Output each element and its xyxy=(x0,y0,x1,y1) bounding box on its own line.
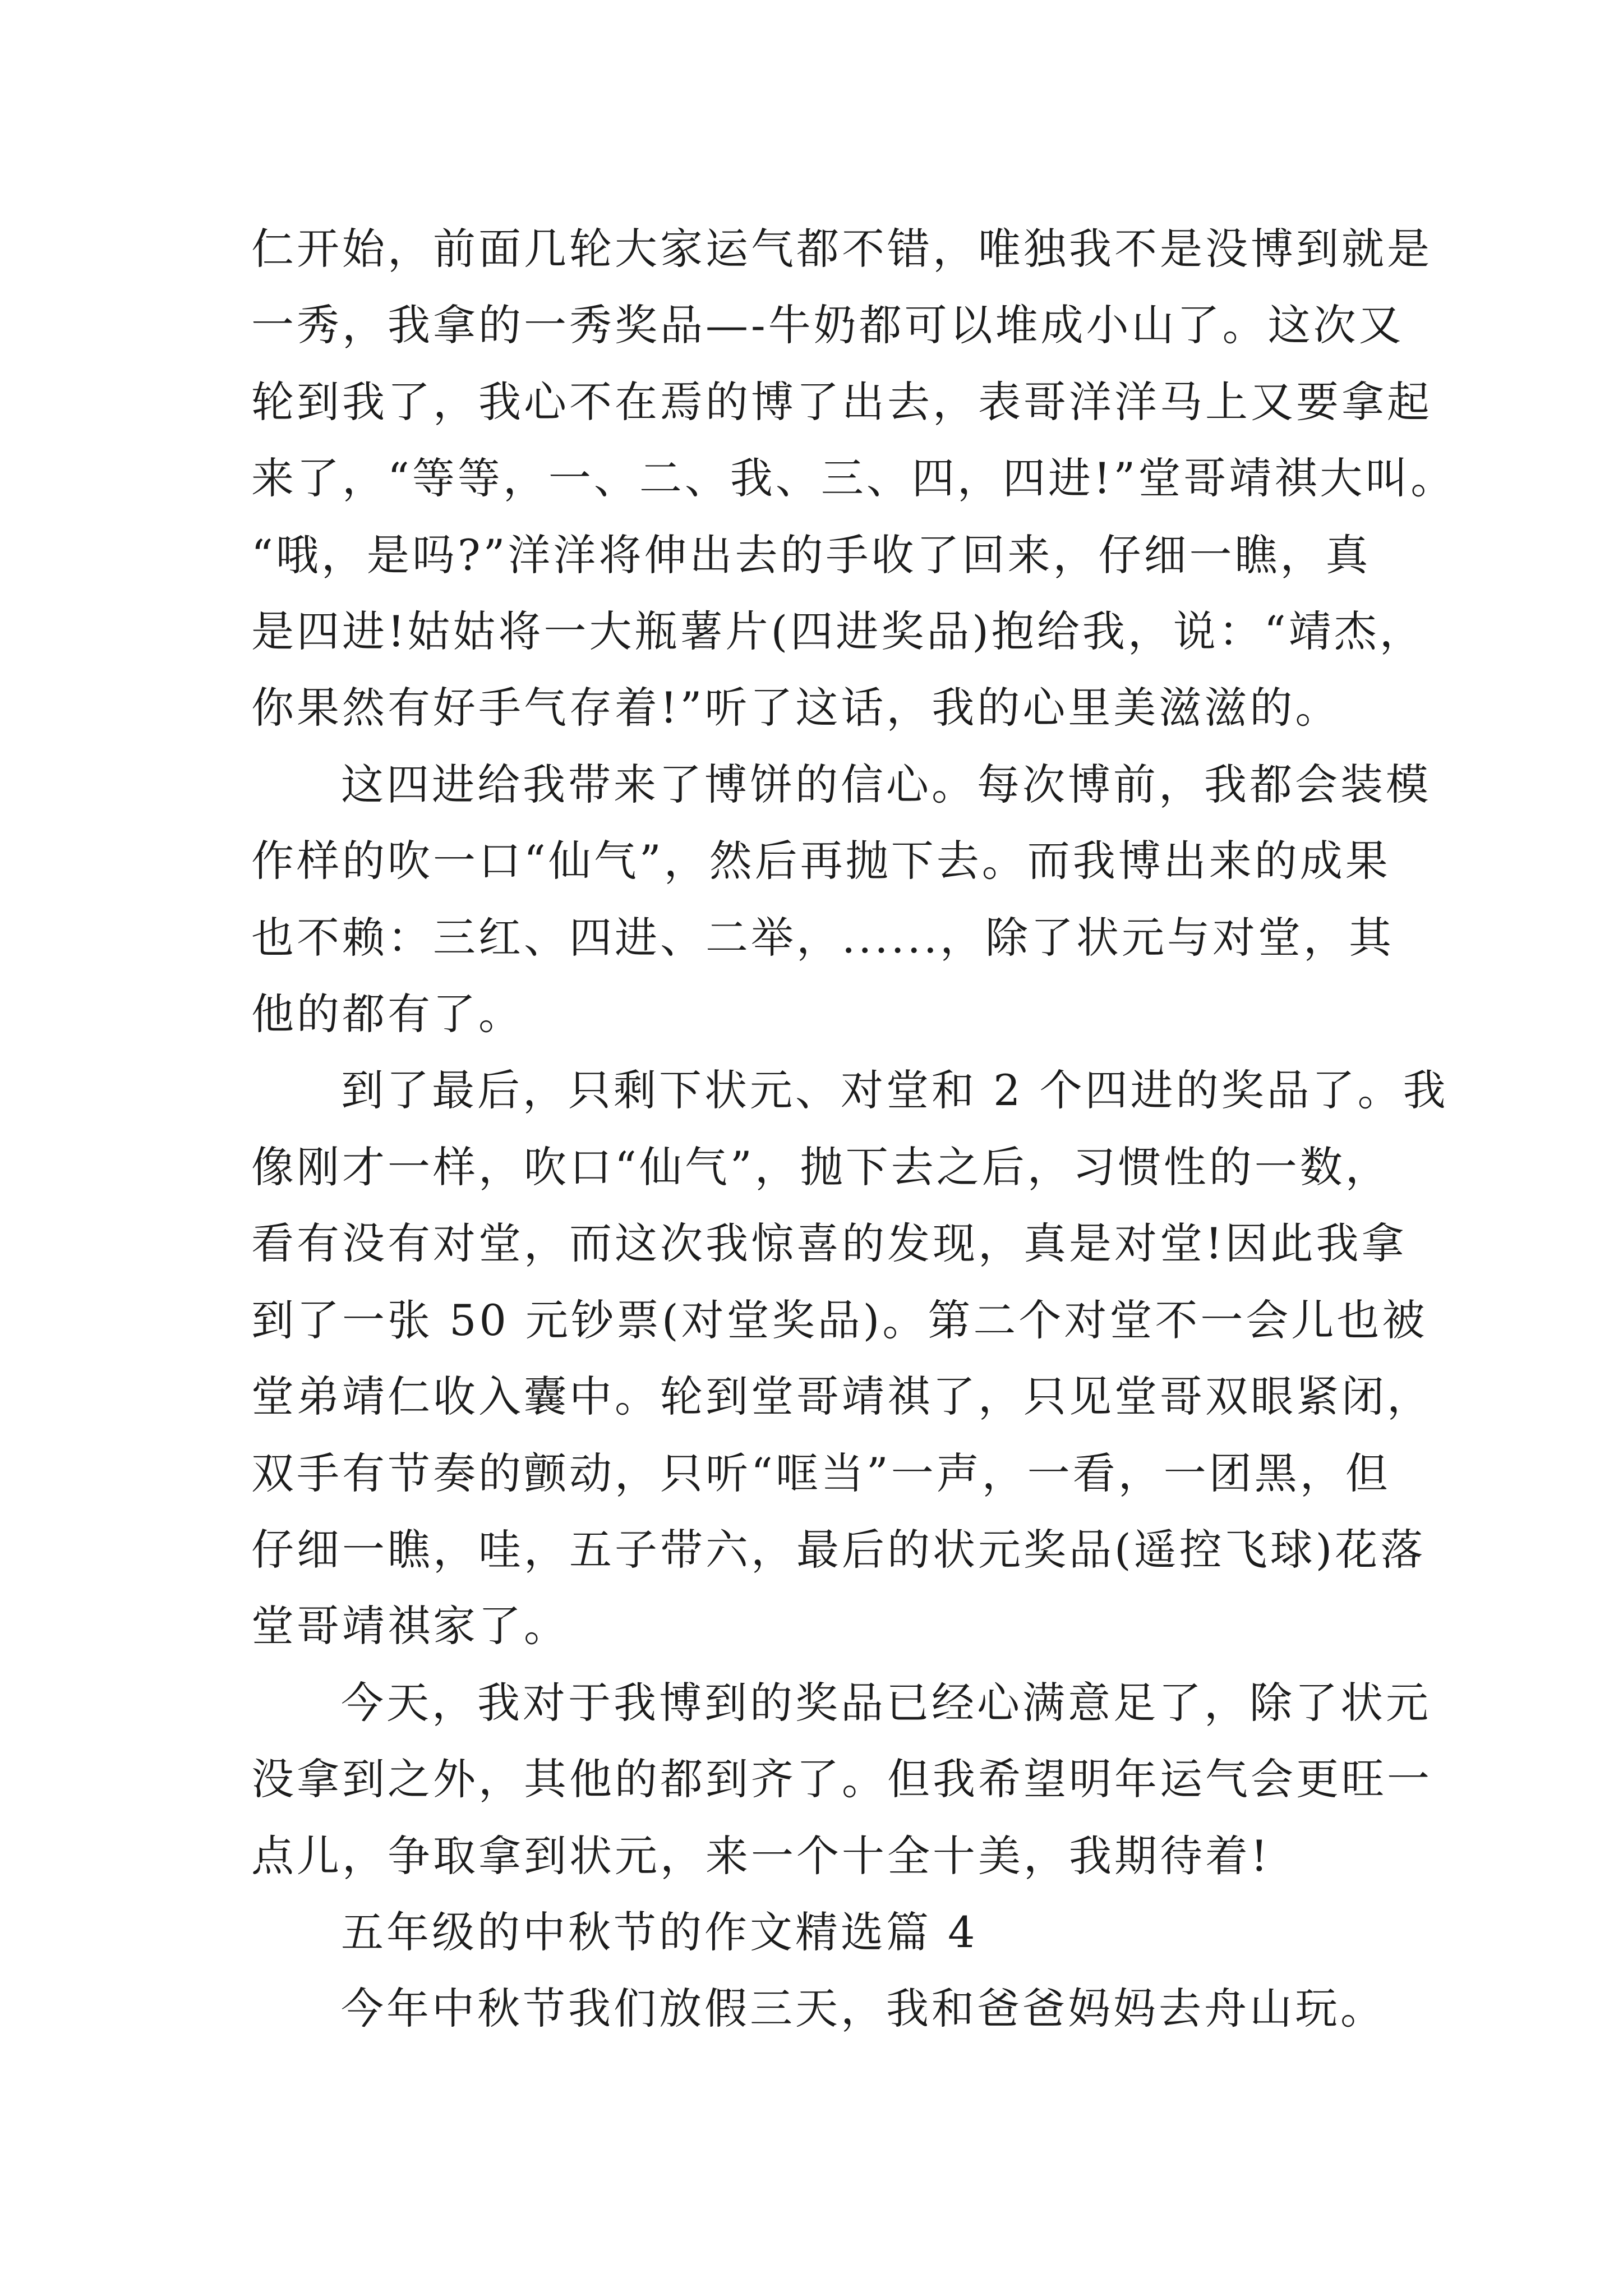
text-line: 今年中秋节我们放假三天，我和爸爸妈妈去舟山玩。 xyxy=(341,1984,1386,2034)
text-line: 轮到我了，我心不在焉的博了出去，表哥洋洋马上又要拿起 xyxy=(251,376,1432,427)
text-line: “哦，是吗?”洋洋将伸出去的手收了回来，仔细一瞧，真 xyxy=(251,530,1371,580)
text-line: 这四进给我带来了博饼的信心。每次博前，我都会装模 xyxy=(341,759,1431,809)
text-line: 一秀，我拿的一秀奖品—-牛奶都可以堆成小山了。这次又 xyxy=(251,300,1404,351)
text-line: 是四进!姑姑将一大瓶薯片(四进奖品)抱给我，说：“靖杰， xyxy=(251,606,1425,657)
text-line: 仁开始，前面几轮大家运气都不错，唯独我不是没博到就是 xyxy=(251,224,1432,274)
text-line: 今天，我对于我博到的奖品已经心满意足了，除了状元 xyxy=(341,1677,1431,1728)
paragraph-3 xyxy=(251,1052,1449,1664)
text-line: 你果然有好手气存着!”听了这话，我的心里美滋滋的。 xyxy=(251,683,1341,733)
text-line: 点儿，争取拿到状元，来一个十全十美，我期待着! xyxy=(251,1830,1271,1881)
text-line: 堂哥靖祺家了。 xyxy=(251,1601,569,1651)
text-line: 来了，“等等，一、二、我、三、四，四进!”堂哥靖祺大叫。 xyxy=(251,453,1456,504)
heading-line: 五年级的中秋节的作文精选篇 4 xyxy=(341,1907,978,1957)
paragraph-1 xyxy=(251,211,1456,747)
paragraph-4 xyxy=(251,1665,1432,1894)
text-line: 作样的吹一口“仙气”，然后再抛下去。而我博出来的成果 xyxy=(251,836,1391,886)
text-line: 仔细一瞧，哇，五子带六，最后的状元奖品(遥控飞球)花落 xyxy=(251,1524,1426,1575)
paragraph-2 xyxy=(251,747,1431,1053)
text-line: 双手有节奏的颤动，只听“哐当”一声，一看，一团黑，但 xyxy=(251,1448,1391,1498)
text-line: 他的都有了。 xyxy=(251,989,524,1039)
text-line: 到了最后，只剩下状元、对堂和 2 个四进的奖品了。我 xyxy=(341,1065,1449,1116)
text-line: 堂弟靖仁收入囊中。轮到堂哥靖祺了，只见堂哥双眼紧闭， xyxy=(251,1372,1432,1422)
section-heading xyxy=(251,1894,1395,1971)
text-line: 看有没有对堂，而这次我惊喜的发现，真是对堂!因此我拿 xyxy=(251,1218,1407,1269)
text-line: 像刚才一样，吹口“仙气”，抛下去之后，习惯性的一数， xyxy=(251,1142,1391,1192)
paragraph-5 xyxy=(251,1971,1395,2047)
document-body xyxy=(251,211,1456,2047)
text-line: 也不赖：三红、四进、二举，......，除了状元与对堂，其 xyxy=(251,912,1394,963)
text-line: 到了一张 50 元钞票(对堂奖品)。第二个对堂不一会儿也被 xyxy=(251,1295,1428,1345)
text-line: 没拿到之外，其他的都到齐了。但我希望明年运气会更旺一 xyxy=(251,1754,1432,1805)
